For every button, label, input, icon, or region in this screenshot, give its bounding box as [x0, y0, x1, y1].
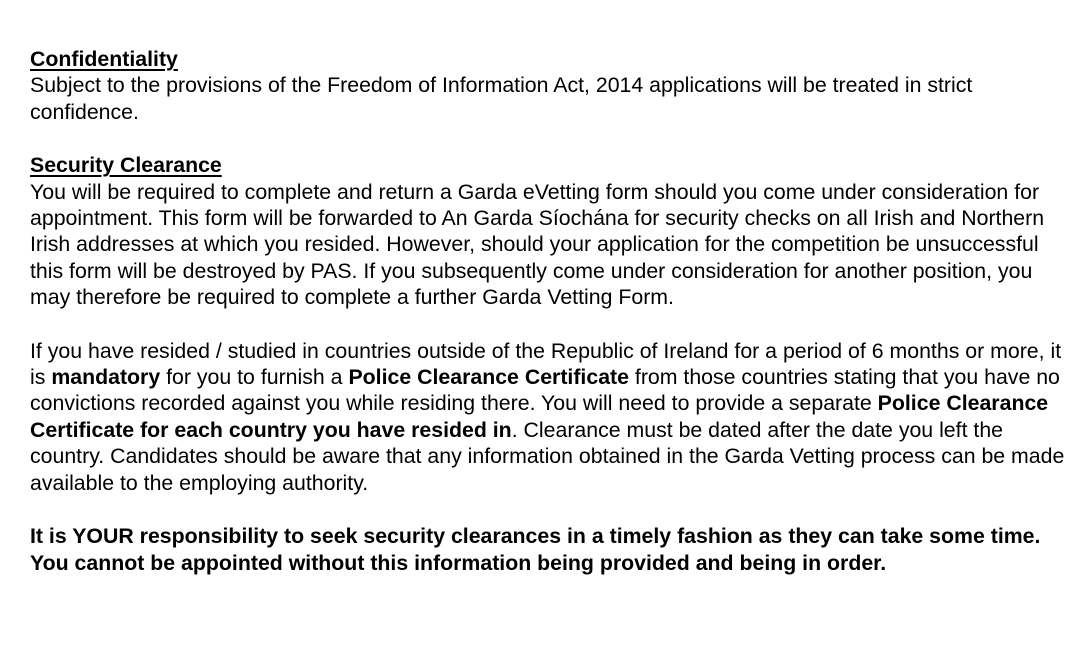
spacer [30, 496, 1070, 523]
document-page [30, 46, 1070, 576]
text-segment: If you have resided / studied in countries outside of the Republic of Ireland for a period of 6 months or more, it is [30, 338, 1062, 390]
security-clearance-heading: Security Clearance [30, 153, 222, 178]
spacer [30, 125, 1070, 152]
text-segment: . Clearance must be dated after the date you left the country. Candidates should be aware that any information obtained in the Garda Vetting process can be made available to the employing authority. [30, 417, 1065, 495]
security-paragraph-evetting: You will be required to complete and return a Garda eVetting form should you come under consideration for appointment. This form will be forwarded to An Garda Síochána for security checks on all Irish and Northern Irish addresses at which you resided. However, should your application for the competition be unsuccessful this form will be destroyed by PAS. If you subsequently come under consideration for another position, you may therefore be required to complete a further Garda Vetting Form. [30, 179, 1045, 310]
confidentiality-section [30, 46, 1070, 125]
security-clearance-section [30, 152, 1070, 576]
emphasis-certificate-each-country: Police Clearance Certificate for each country you have resided in [30, 391, 1049, 442]
text-segment: from those countries stating that you have no convictions recorded against you while residing there. You will need to provide a separate [30, 365, 1060, 416]
text-segment: for you to furnish a [160, 365, 349, 390]
emphasis-police-clearance-certificate: Police Clearance Certificate [348, 365, 629, 390]
confidentiality-text: Subject to the provisions of the Freedom of Information Act, 2014 applications will be treated in strict confidence. [30, 73, 973, 124]
security-paragraph-police-clearance [30, 338, 1070, 496]
security-responsibility-notice: It is YOUR responsibility to seek security clearances in a timely fashion as they can take some time. You cannot be appointed without this information being provided and being in order. [30, 524, 1041, 575]
confidentiality-heading: Confidentiality [30, 47, 178, 71]
spacer [30, 311, 1070, 338]
emphasis-mandatory: mandatory [51, 365, 161, 390]
